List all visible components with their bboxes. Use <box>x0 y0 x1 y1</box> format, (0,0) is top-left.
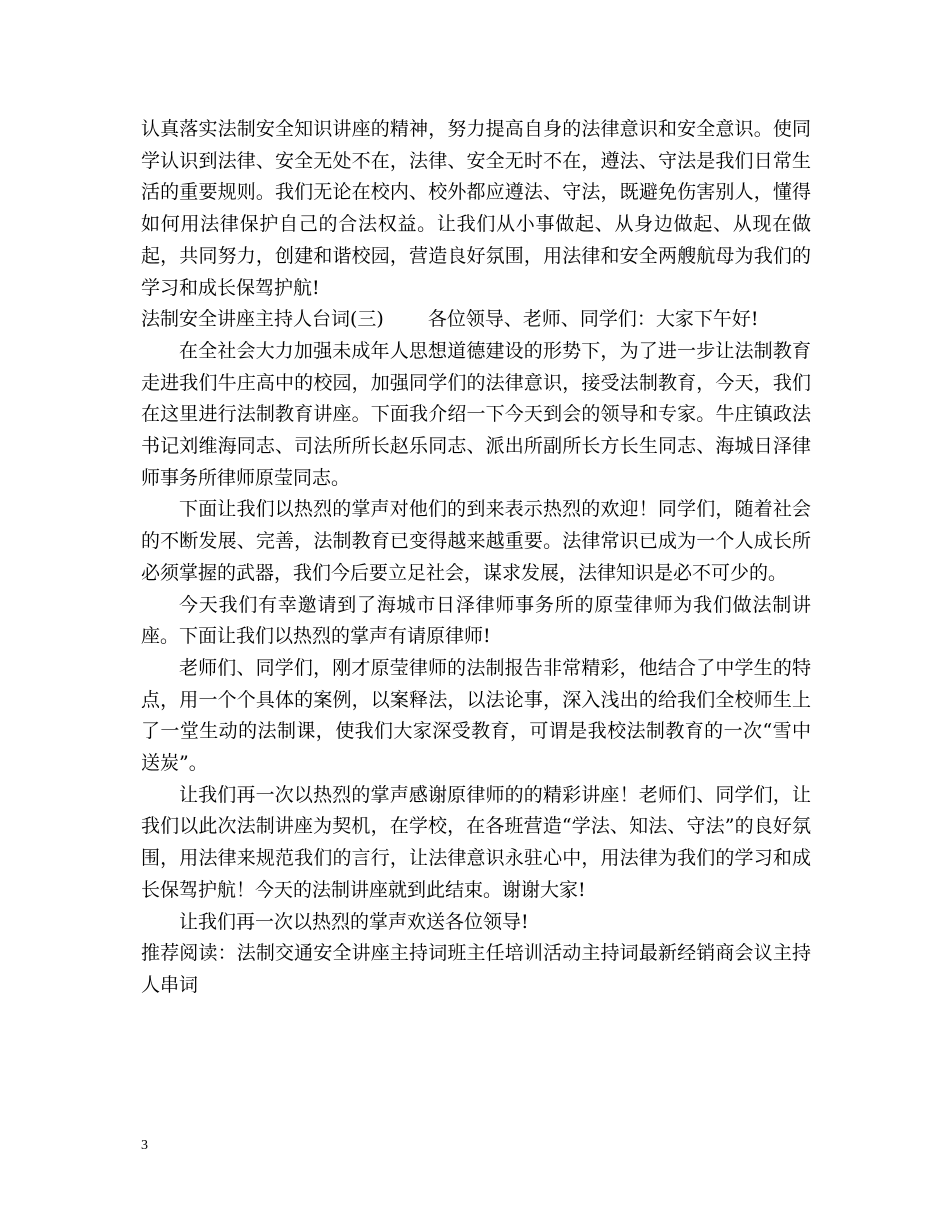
paragraph-welcome: 下面让我们以热烈的掌声对他们的到来表示热烈的欢迎！同学们，随着社会的不断发展、完善，法制教育已变得越来越重要。法律常识已成为一个人成长所必须掌握的武器，我们今后要立足社会，谋求发展，法律知识是必不可少的。 <box>141 498 811 584</box>
paragraph-thanks: 让我们再一次以热烈的掌声感谢原律师的的精彩讲座！老师们、同学们，让我们以此次法制讲座为契机，在学校，在各班营造“学法、知法、守法”的良好氛围，用法律来规范我们的言行，让法律意识永驻心中，用法律为我们的学习和成长保驾护航！今天的法制讲座就到此结束。谢谢大家! <box>141 783 811 901</box>
document-body <box>141 114 811 1002</box>
paragraph-closing-remarks: 认真落实法制安全知识讲座的精神，努力提高自身的法律意识和安全意识。使同学认识到法律、安全无处不在，法律、安全无时不在，遵法、守法是我们日常生活的重要规则。我们无论在校内、校外都应遵法、守法，既避免伤害别人，懂得如何用法律保护自己的合法权益。让我们从小事做起、从身边做起、从现在做起，共同努力，创建和谐校园，营造良好氛围，用法律和安全两艘航母为我们的学习和成长保驾护航! <box>141 118 811 299</box>
paragraph-farewell: 让我们再一次以热烈的掌声欢送各位领导! <box>179 910 529 933</box>
recommended-reading: 推荐阅读：法制交通安全讲座主持词班主任培训活动主持词最新经销商会议主持人串词 <box>141 942 811 996</box>
greeting-text: 各位领导、老师、同学们：大家下午好! <box>427 308 759 331</box>
section-heading-line <box>141 304 811 336</box>
paragraph-introduction: 在全社会大力加强未成年人思想道德建设的形势下，为了进一步让法制教育走进我们牛庄高中的校园，加强同学们的法律意识，接受法制教育，今天，我们在这里进行法制教育讲座。下面我介绍一下今天到会的领导和专家。牛庄镇政法书记刘维海同志、司法所所长赵乐同志、派出所副所长方长生同志、海城日泽律师事务所律师原莹同志。 <box>141 339 811 489</box>
section-heading: 法制安全讲座主持人台词(三) <box>141 308 384 331</box>
paragraph-invite-lawyer: 今天我们有幸邀请到了海城市日泽律师事务所的原莹律师为我们做法制讲座。下面让我们以热烈的掌声有请原律师! <box>141 593 811 648</box>
paragraph-lecture-summary: 老师们、同学们，刚才原莹律师的法制报告非常精彩，他结合了中学生的特点，用一个个具体的案例，以案释法，以法论事，深入浅出的给我们全校师生上了一堂生动的法制课，使我们大家深受教育，可谓是我校法制教育的一次“雪中送炭”。 <box>141 656 811 775</box>
page-number: 3 <box>141 1138 148 1153</box>
